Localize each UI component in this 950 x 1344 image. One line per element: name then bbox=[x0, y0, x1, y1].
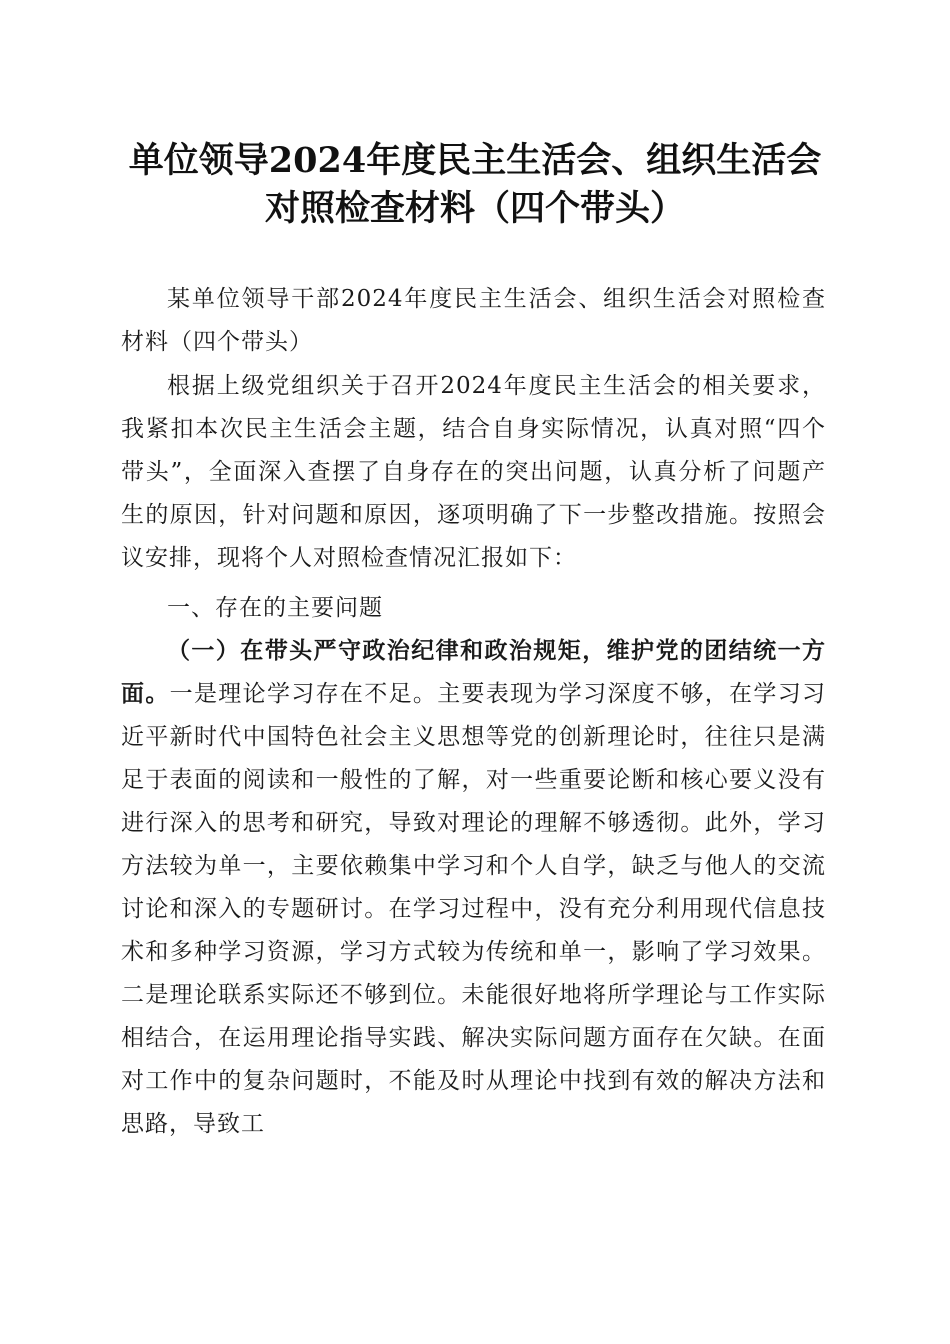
main-paragraph: 根据上级党组织关于召开2024年度民主生活会的相关要求，我紧扣本次民主生活会主题，结合自身实际情况，认真对照“四个带头”，全面深入查摆了自身存在的突出问题，认真分析了问题产生的原因，针对问题和原因，逐项明确了下一步整改措施。按照会议安排，现将个人对照检查情况汇报如下： bbox=[121, 373, 826, 571]
subsection-body: 一是理论学习存在不足。主要表现为学习深度不够，在学习习近平新时代中国特色社会主义思想等党的创新理论时，往往只是满足于表面的阅读和一般性的了解，对一些重要论断和核心要义没有进行深入的思考和研究，导致对理论的理解不够透彻。此外，学习方法较为单一，主要依赖集中学习和个人自学，缺乏与他人的交流讨论和深入的专题研讨。在学习过程中，没有充分利用现代信息技术和多种学习资源，学习方式较为传统和单一，影响了学习效果。二是理论联系实际还不够到位。未能很好地将所学理论与工作实际相结合，在运用理论指导实践、解决实际问题方面存在欠缺。在面对工作中的复杂问题时，不能及时从理论中找到有效的解决方法和思路，导致工 bbox=[121, 681, 827, 1137]
intro-paragraph: 某单位领导干部2024年度民主生活会、组织生活会对照检查材料（四个带头） bbox=[121, 286, 826, 355]
subsection-lead: （一）在带头严守政治纪律和政治规矩，维护党的团结统一方面。 bbox=[121, 638, 826, 707]
subsection-paragraph bbox=[121, 630, 826, 1146]
section-heading: 一、存在的主要问题 bbox=[167, 595, 383, 621]
document-title-line-2: 对照检查材料（四个带头） bbox=[264, 188, 685, 229]
document-title-line-1: 单位领导2024年度民主生活会、组织生活会 bbox=[128, 140, 822, 181]
